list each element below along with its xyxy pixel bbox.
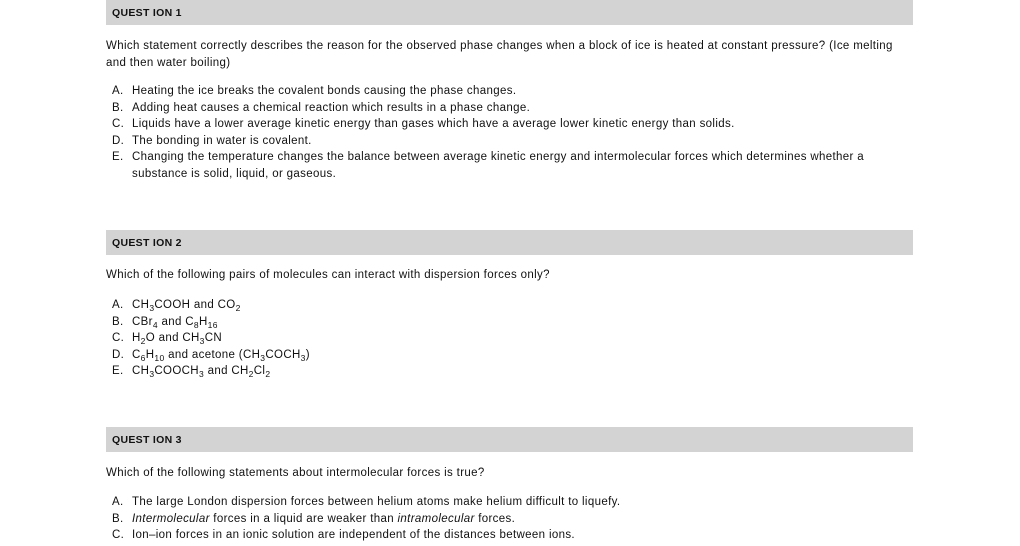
question-3-option-a[interactable] bbox=[112, 494, 892, 511]
question-1-option-e[interactable] bbox=[112, 149, 892, 182]
question-1-title: QUEST ION 1 bbox=[112, 7, 182, 19]
option-letter: A. bbox=[112, 299, 124, 311]
option-letter: C. bbox=[112, 118, 125, 130]
option-text: Changing the temperature changes the balance between average kinetic energy and intermolecular forces which determines whether a substance is solid, liquid, or gaseous. bbox=[132, 151, 865, 180]
question-1-option-b[interactable] bbox=[112, 100, 892, 117]
option-text: Intermolecular forces in a liquid are weaker than intramolecular forces. bbox=[132, 512, 516, 525]
question-3-title: QUEST ION 3 bbox=[112, 434, 182, 446]
option-text: Adding heat causes a chemical reaction which results in a phase change. bbox=[132, 101, 531, 114]
question-1-stem: Which statement correctly describes the reason for the observed phase changes when a block of ice is heated at constant pressure? (Ice melting and then water boiling) bbox=[106, 40, 893, 69]
option-letter: D. bbox=[112, 348, 125, 361]
question-1-option-a[interactable] bbox=[112, 83, 892, 100]
question-2-header bbox=[106, 230, 913, 255]
question-3-header bbox=[106, 427, 913, 452]
option-letter: D. bbox=[112, 134, 125, 147]
option-text: The bonding in water is covalent. bbox=[132, 134, 312, 147]
option-letter: E. bbox=[112, 365, 124, 377]
option-text: Heating the ice breaks the covalent bonds causing the phase changes. bbox=[132, 85, 517, 97]
question-2-option-e[interactable] bbox=[112, 363, 892, 380]
option-letter: B. bbox=[112, 512, 124, 525]
option-text: The large London dispersion forces between helium atoms make helium difficult to liquefy. bbox=[132, 496, 621, 508]
question-3-stem: Which of the following statements about intermolecular forces is true? bbox=[106, 467, 485, 479]
option-letter: B. bbox=[112, 101, 124, 114]
question-1-header bbox=[106, 0, 913, 25]
option-letter: B. bbox=[112, 315, 124, 328]
question-2-option-d[interactable] bbox=[112, 347, 892, 364]
question-2-option-c[interactable] bbox=[112, 330, 892, 347]
option-formula: $H_2O$ and $CH_3CN$ bbox=[132, 332, 223, 346]
question-2-stem: Which of the following pairs of molecules can interact with dispersion forces only? bbox=[106, 269, 550, 281]
question-1-option-c[interactable] bbox=[112, 116, 892, 133]
option-letter: A. bbox=[112, 85, 124, 97]
option-formula: CBr$_4$ and $C_8H_{16}$ bbox=[132, 315, 218, 330]
option-formula: $CH_3COOH$ and $CO_2$ bbox=[132, 299, 241, 313]
option-formula: $C_6H_{10}$ and acetone $(CH_3COCH_3)$ bbox=[132, 348, 310, 363]
option-letter: C. bbox=[112, 332, 125, 344]
question-2-options bbox=[112, 297, 892, 380]
question-2-option-b[interactable] bbox=[112, 314, 892, 331]
option-letter: C. bbox=[112, 529, 125, 541]
question-3-option-c[interactable] bbox=[112, 527, 892, 544]
option-letter: E. bbox=[112, 151, 124, 163]
option-formula: $CH_3COOCH_3$ and $CH_2Cl_2$ bbox=[132, 365, 271, 379]
question-2-option-a[interactable] bbox=[112, 297, 892, 314]
option-text: Liquids have a lower average kinetic energy than gases which have a average lower kinetic energy than solids. bbox=[132, 118, 735, 130]
question-3-options bbox=[112, 494, 892, 544]
option-letter: A. bbox=[112, 496, 124, 508]
question-2-title: QUEST ION 2 bbox=[112, 237, 182, 249]
question-1-options bbox=[112, 83, 892, 182]
question-3-option-b[interactable] bbox=[112, 511, 892, 528]
question-1-option-d[interactable] bbox=[112, 133, 892, 150]
option-text: Ion–ion forces in an ionic solution are independent of the distances between ions. bbox=[132, 529, 575, 541]
